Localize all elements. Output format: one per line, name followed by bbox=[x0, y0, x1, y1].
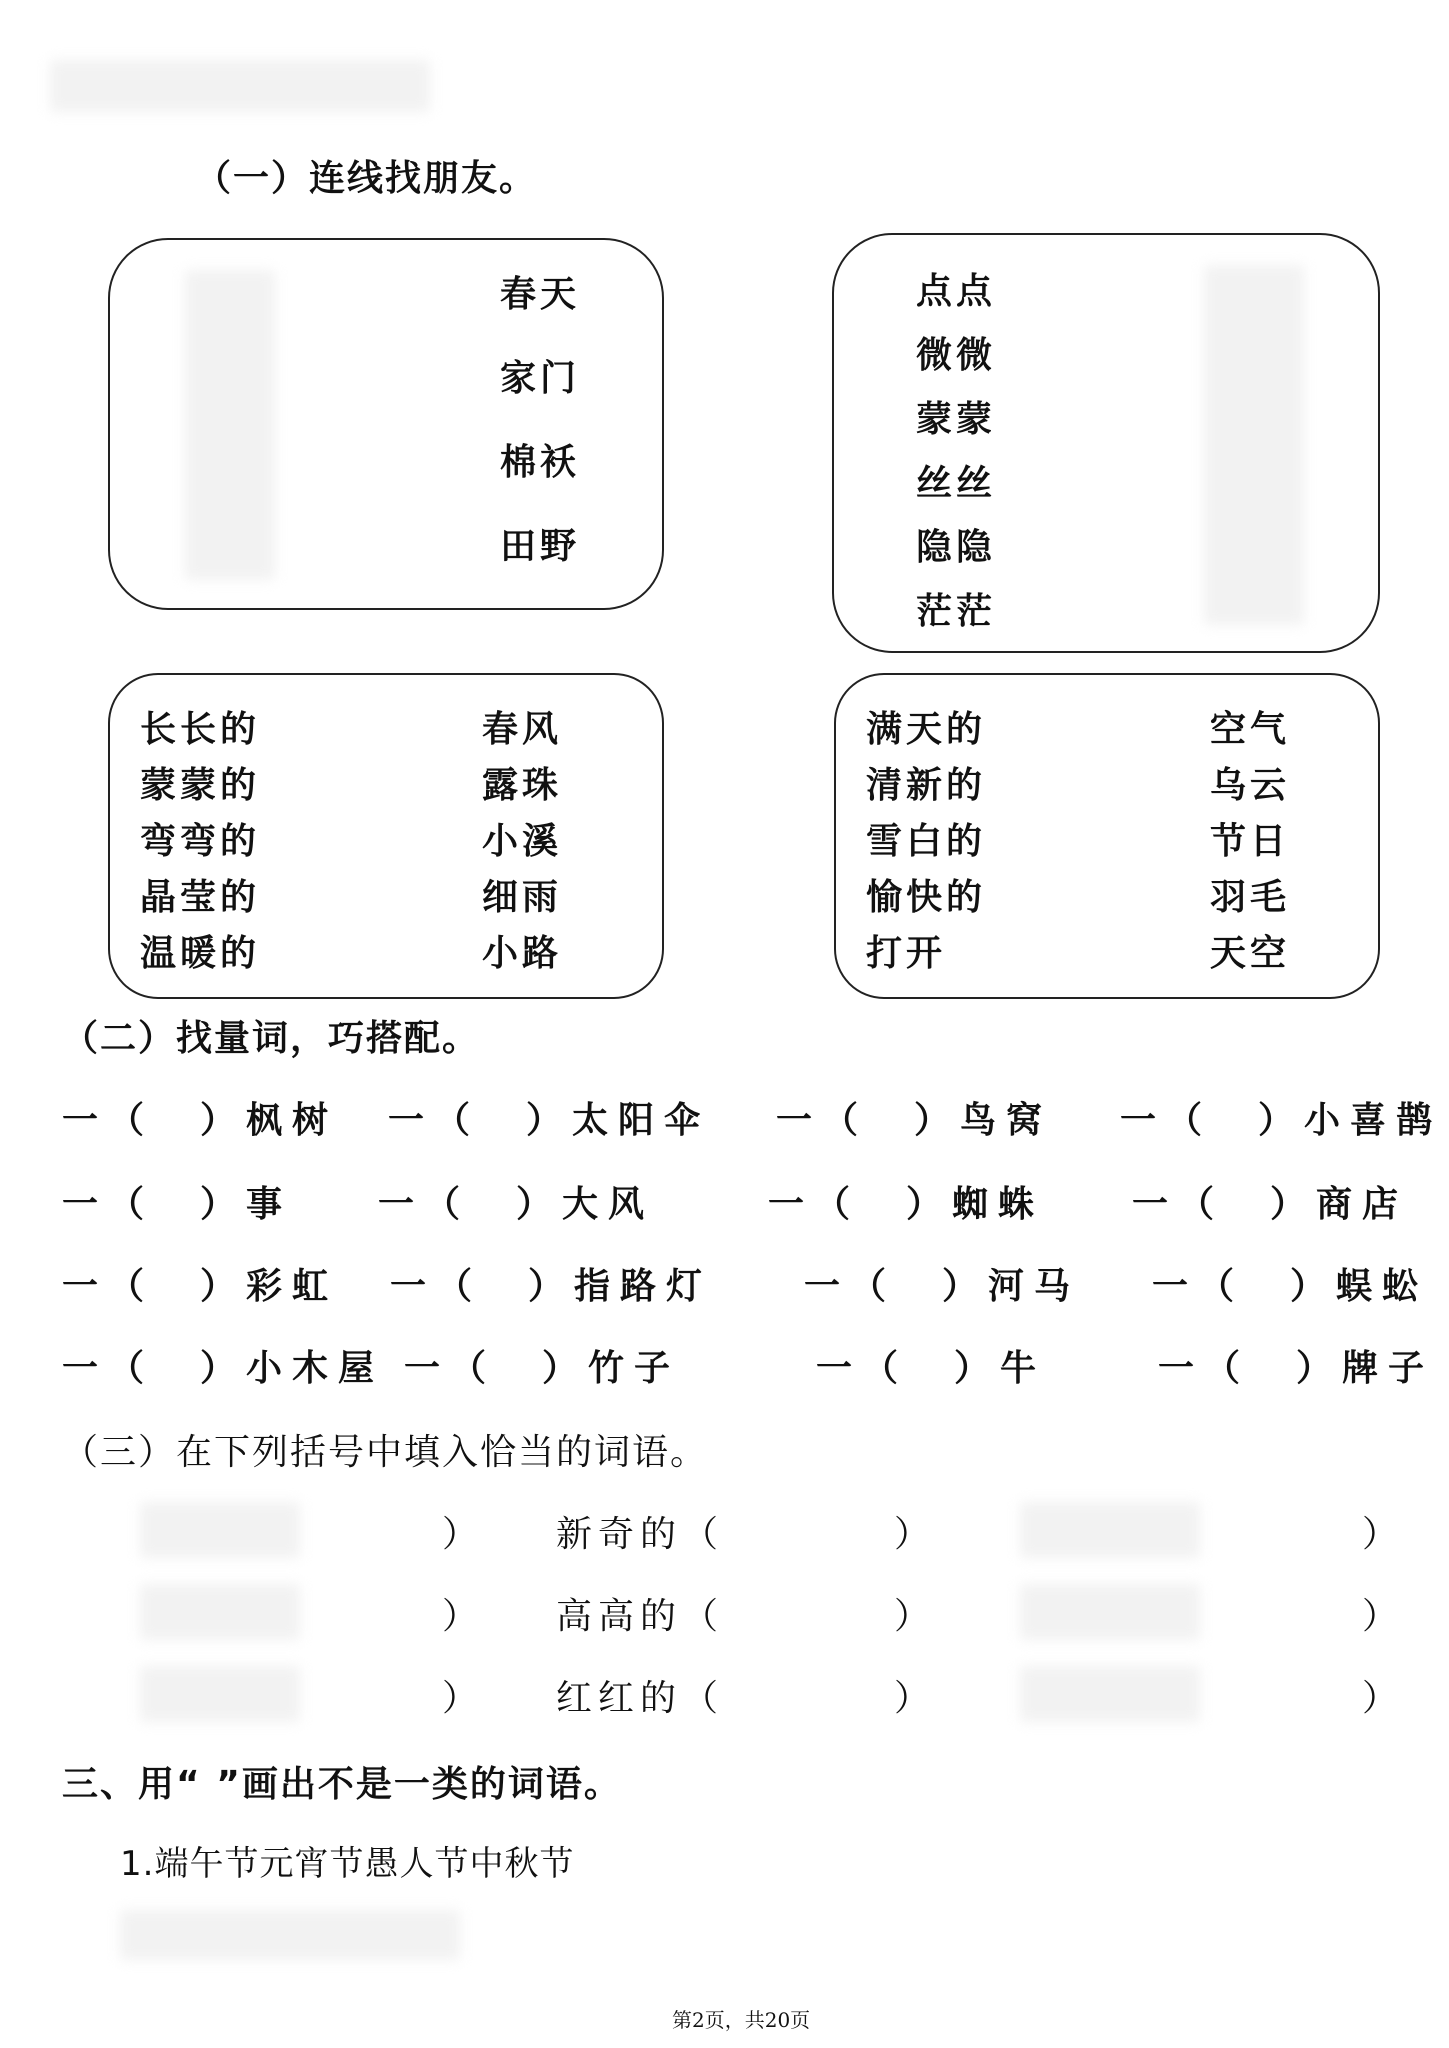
measure-word-item: 一（ ）大风 bbox=[378, 1184, 655, 1225]
box2-word: 丝丝 bbox=[916, 462, 997, 504]
blurred-right-column bbox=[1204, 265, 1304, 625]
close-paren: ） bbox=[894, 1596, 931, 1637]
close-paren: ） bbox=[1362, 1678, 1399, 1719]
measure-word-item: 一（ ）指路灯 bbox=[390, 1266, 713, 1307]
box4-left-word: 雪白的 bbox=[866, 820, 987, 862]
section2-title: （二）找量词，巧搭配。 bbox=[62, 1018, 481, 1059]
part3-title: 三、用“ ”画出不是一类的词语。 bbox=[62, 1764, 622, 1805]
match-box-2 bbox=[832, 233, 1380, 653]
fill-blank-item: 高高的（ bbox=[556, 1596, 725, 1637]
box2-word: 微微 bbox=[916, 334, 997, 376]
fill-blank-item: 红红的（ bbox=[556, 1678, 725, 1719]
close-paren: ） bbox=[442, 1514, 479, 1555]
box3-right-word: 细雨 bbox=[482, 876, 563, 918]
box4-left-word: 满天的 bbox=[866, 708, 987, 750]
box4-right-word: 羽毛 bbox=[1210, 876, 1291, 918]
measure-word-item: 一（ ）彩虹 bbox=[62, 1266, 339, 1307]
box3-right-word: 春风 bbox=[482, 708, 563, 750]
box1-word: 棉袄 bbox=[500, 441, 581, 483]
close-paren: ） bbox=[1362, 1514, 1399, 1555]
close-paren: ） bbox=[442, 1678, 479, 1719]
measure-word-item: 一（ ）事 bbox=[62, 1184, 293, 1225]
measure-word-item: 一（ ）牌子 bbox=[1158, 1348, 1435, 1389]
match-box-1 bbox=[108, 238, 664, 610]
match-box-4 bbox=[834, 673, 1380, 999]
box2-word: 点点 bbox=[916, 270, 997, 312]
section3-title: （三）在下列括号中填入恰当的词语。 bbox=[62, 1432, 709, 1473]
measure-word-item: 一（ ）牛 bbox=[816, 1348, 1047, 1389]
close-paren: ） bbox=[894, 1514, 931, 1555]
box3-right-word: 小路 bbox=[482, 932, 563, 974]
blurred-right-item bbox=[1020, 1584, 1200, 1640]
close-paren: ） bbox=[442, 1596, 479, 1637]
box1-word: 田野 bbox=[500, 525, 581, 567]
box3-left-word: 蒙蒙的 bbox=[140, 764, 261, 806]
close-paren: ） bbox=[894, 1678, 931, 1719]
measure-word-item: 一（ ）竹子 bbox=[404, 1348, 681, 1389]
box2-word: 隐隐 bbox=[916, 526, 997, 568]
measure-word-item: 一（ ）商店 bbox=[1132, 1184, 1409, 1225]
measure-word-item: 一（ ）太阳伞 bbox=[388, 1100, 711, 1141]
box4-left-word: 打开 bbox=[866, 932, 947, 974]
box4-right-word: 乌云 bbox=[1210, 764, 1291, 806]
box3-left-word: 温暖的 bbox=[140, 932, 261, 974]
match-box-3 bbox=[108, 673, 664, 999]
blurred-footer-text bbox=[120, 1910, 460, 1960]
box1-word: 春天 bbox=[500, 273, 581, 315]
page-number: 第2页，共20页 bbox=[672, 2008, 811, 2032]
blurred-right-item bbox=[1020, 1502, 1200, 1558]
box4-right-word: 天空 bbox=[1210, 932, 1291, 974]
box4-right-word: 节日 bbox=[1210, 820, 1291, 862]
box4-left-word: 愉快的 bbox=[866, 876, 987, 918]
blurred-left-item bbox=[140, 1584, 300, 1640]
close-paren: ） bbox=[1362, 1596, 1399, 1637]
measure-word-item: 一（ ）小喜鹊 bbox=[1120, 1100, 1443, 1141]
measure-word-item: 一（ ）蜘蛛 bbox=[768, 1184, 1045, 1225]
section1-title: （一）连线找朋友。 bbox=[195, 158, 538, 199]
box1-word: 家门 bbox=[500, 357, 581, 399]
blurred-left-column bbox=[185, 270, 275, 580]
box3-left-word: 弯弯的 bbox=[140, 820, 261, 862]
box4-right-word: 空气 bbox=[1210, 708, 1291, 750]
box2-word: 蒙蒙 bbox=[916, 398, 997, 440]
fill-blank-item: 新奇的（ bbox=[556, 1514, 725, 1555]
measure-word-item: 一（ ）河马 bbox=[804, 1266, 1081, 1307]
measure-word-item: 一（ ）鸟窝 bbox=[776, 1100, 1053, 1141]
box3-right-word: 露珠 bbox=[482, 764, 563, 806]
box4-left-word: 清新的 bbox=[866, 764, 987, 806]
measure-word-item: 一（ ）枫树 bbox=[62, 1100, 339, 1141]
blurred-left-item bbox=[140, 1502, 300, 1558]
blurred-right-item bbox=[1020, 1666, 1200, 1722]
box3-right-word: 小溪 bbox=[482, 820, 563, 862]
blurred-left-item bbox=[140, 1666, 300, 1722]
measure-word-item: 一（ ）小木屋 bbox=[62, 1348, 385, 1389]
box3-left-word: 晶莹的 bbox=[140, 876, 261, 918]
box2-word: 茫茫 bbox=[916, 590, 997, 632]
measure-word-item: 一（ ）蜈蚣 bbox=[1152, 1266, 1429, 1307]
blurred-header bbox=[50, 60, 430, 112]
box3-left-word: 长长的 bbox=[140, 708, 261, 750]
question-1: 1.端午节元宵节愚人节中秋节 bbox=[120, 1844, 575, 1884]
